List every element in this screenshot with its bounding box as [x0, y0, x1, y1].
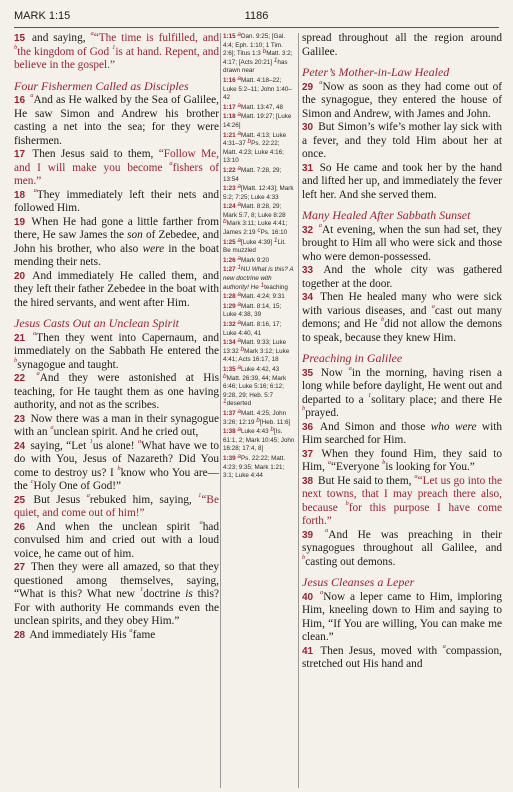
- verse-number: 39: [302, 529, 314, 541]
- verse-number: 35: [302, 367, 314, 379]
- verse-text: So He came and took her by the hand and lifted her up, and immediately the fever left her. And she served them.: [302, 161, 502, 201]
- verse-number: 28: [14, 629, 26, 641]
- verse: [302, 78, 503, 122]
- cross-reference-entry: 1:17 $^a$Matt. 13:47, 48: [223, 101, 283, 111]
- verse-text: Now $^a$in the morning, having risen a long while before daylight, He went out and departed to a $^1$solitary place; and there He $^b$prayed.: [302, 364, 502, 419]
- section-heading: Jesus Cleanses a Leper: [302, 575, 415, 589]
- verse-text: $^a$And as He walked by the Sea of Galilee, He saw Simon and Andrew his brother casting a net into the sea; for they were fishermen.: [14, 92, 219, 147]
- section-heading: Many Healed After Sabbath Sunset: [302, 208, 471, 222]
- verse-number: 40: [302, 591, 314, 603]
- section-heading: Jesus Casts Out an Unclean Spirit: [14, 316, 179, 330]
- verse-number: 17: [14, 149, 26, 160]
- verse: [14, 329, 219, 373]
- verse-number: 15: [14, 33, 26, 44]
- cross-reference-entry: 1:25 $^a$[Luke 4:39] $^1$Lit. Be muzzled: [223, 236, 286, 255]
- verse: [14, 437, 219, 494]
- verse-text: When He had gone a little farther from there, He saw James the son of Zebedee, and John his brother, who also were in the boat mending their nets.: [14, 215, 220, 268]
- verse-number: 31: [302, 162, 314, 174]
- verse-text: $^a$And they were astonished at His teaching, for He taught them as one having authority, and not as the scribes.: [14, 370, 219, 411]
- verse-number: 27: [14, 562, 26, 573]
- verse-number: 38: [302, 475, 314, 487]
- verse-number: 21: [14, 332, 26, 344]
- left-text-column: [14, 32, 219, 642]
- cross-reference-entry: 1:27 $^1$NU What is this? A new doctrine with authority! He $^1$teaching: [223, 264, 294, 291]
- verse-number: 26: [14, 521, 26, 533]
- page-header: [14, 10, 499, 26]
- verse-text: But Jesus $^a$rebuked him, saying, $^1$“Be quiet, and come out of him!”: [14, 491, 219, 519]
- verse-number: 29: [302, 81, 314, 93]
- verse-text: and saying, $^a$“The time is fulfilled, and $^b$the kingdom of God $^1$is at hand. Repent, and believe in the gospel.”: [14, 30, 220, 71]
- verse-number: 23: [14, 413, 26, 425]
- verse-text: Now there was a man in their synagogue with an $^a$unclean spirit. And he cried out,: [14, 412, 219, 438]
- verse-number: 25: [14, 494, 26, 506]
- cross-reference-entry: 1:18 $^a$Matt. 19:27; [Luke 14:26]: [223, 111, 292, 129]
- verse: [14, 372, 219, 413]
- verse-text: $^a$They immediately left their nets and followed Him.: [14, 186, 219, 214]
- verse: [14, 32, 219, 73]
- page-number: 1186: [244, 10, 269, 22]
- right-text-column: [302, 32, 502, 672]
- verse: [14, 491, 219, 521]
- verse: [14, 561, 219, 629]
- cross-reference-entry: 1:26 $^a$Mark 9:20: [223, 254, 269, 264]
- verse-text: $^a$Then they went into Capernaum, and immediately on the Sabbath He entered the $^b$synagogue and taught.: [14, 329, 219, 371]
- verse: [302, 588, 502, 645]
- cross-reference-entry: 1:35 $^a$Luke 4:42, 43 $^b$Matt. 26:39, 44; Mark 6:46; Luke 5:16; 6:12; 9:28, 29; Heb. 5:7 $^1$deserted: [223, 363, 287, 408]
- verse-text: Then Jesus, moved with $^a$compassion, stretched out His hand and: [302, 642, 502, 670]
- verse-number: 33: [302, 265, 314, 276]
- verse-text: saying, “Let $^1$us alone! $^a$What have we to do with You, Jesus of Nazareth? Did You come to destroy us? I $^b$know who You are—the $^c$Holy One of God!”: [14, 437, 219, 492]
- verse: [14, 518, 219, 562]
- cross-reference-entry: 1:38 $^a$Luke 4:43 $^b$[Is. 61:1, 2; Mark 10:45; John 16:28; 17:4, 8]: [223, 426, 295, 453]
- verse-text: And Simon and those who were with Him searched for Him.: [302, 420, 502, 446]
- cross-reference-entry: 1:15 $^a$Dan. 9:25; [Gal. 4:4; Eph. 1:10; 1 Tim. 2:6]; Titus 1:3 $^b$Matt. 3:2; 4:17; [Acts 20:21] $^1$has drawn near: [223, 31, 293, 75]
- verse: [302, 221, 503, 265]
- verse-number: 37: [302, 448, 314, 460]
- section-heading: Four Fishermen Called as Disciples: [14, 78, 189, 93]
- verse: [302, 364, 502, 421]
- verse: [302, 448, 502, 475]
- verse-text: Then they were all amazed, so that they questioned among themselves, saying, “What is this? What new $^1$doctrine is this? For with authority He commands even the unclean spirits, and they obey Him.”: [14, 561, 220, 627]
- verse-text: Then Jesus said to them, “Follow Me, and I will make you become $^a$fishers of men.”: [14, 148, 219, 187]
- verse: [14, 626, 219, 643]
- verse-number: 20: [14, 270, 26, 282]
- cross-reference-entry: 1:29 $^a$Matt. 8:14, 15; Luke 4:38, 39: [223, 300, 282, 319]
- cross-reference-entry: 1:22 $^a$Matt. 7:28, 29; 13:54: [223, 164, 282, 183]
- verse-number: 36: [302, 421, 314, 433]
- verse: [14, 270, 219, 311]
- cross-reference-entry: 1:23 $^a$[Matt. 12:43]; Mark 5:2; 7:25; Luke 4:33: [223, 183, 294, 201]
- verse: [302, 472, 502, 529]
- cross-reference-entry: 1:28 $^a$Matt. 4:24; 9:31: [223, 291, 285, 301]
- cross-reference-entry: 1:21 $^a$Matt. 4:13; Luke 4:31–37 $^b$Ps. 22:22; Matt. 4:23; Luke 4:16; 13:10: [223, 129, 287, 165]
- section-heading: Preaching in Galilee: [302, 351, 403, 365]
- verse-text: $^a$Now as soon as they had come out of the synagogue, they entered the house of Simon and Andrew, with James and John.: [302, 78, 503, 120]
- verse-text: And immediately He called them, and they left their father Zebedee in the boat with the hired servants, and went after Him.: [14, 269, 219, 309]
- verse-number: 24: [14, 440, 26, 452]
- chapter-reference: MARK 1:15: [14, 10, 71, 22]
- verse-text: $^a$Now a leper came to Him, imploring Him, kneeling down to Him and saying to Him, “If You are willing, You can make me clean.”: [302, 588, 502, 643]
- verse-text: But Simon’s wife’s mother lay sick with a fever, and they told Him about her at once.: [302, 121, 503, 160]
- cross-reference-entry: 1:39 $^a$Ps. 22:22; Matt. 4:23; 9:35; Mark 1:21; 3:1; Luke 4:44: [223, 452, 286, 480]
- verse: [302, 121, 502, 162]
- cross-reference-entry: 1:34 $^a$Matt. 9:33; Luke 13:32 $^b$Mark 3:12; Luke 4:41; Acts 16:17, 18: [223, 337, 290, 364]
- verse-text: When they found Him, they said to Him, $^a$“Everyone $^b$is looking for You.”: [302, 447, 502, 473]
- verse-text: $^a$At evening, when the sun had set, they brought to Him all who were sick and those who were demon-possessed.: [302, 221, 503, 263]
- verse: [14, 216, 219, 270]
- verse: [14, 413, 219, 440]
- verse-number: 34: [302, 292, 314, 303]
- verse-number: 30: [302, 122, 314, 133]
- verse: [302, 264, 502, 291]
- verse: [302, 421, 502, 448]
- column-divider-right: [298, 33, 299, 788]
- verse-number: 32: [302, 224, 314, 236]
- verse: [302, 642, 502, 672]
- column-divider-left: [220, 33, 221, 788]
- verse-text: And when the unclean spirit $^a$had convulsed him and cried out with a loud voice, he came out of him.: [14, 518, 219, 560]
- verse-text: spread throughout all the region around Galilee.: [302, 32, 502, 58]
- verse-text: And immediately His $^a$fame: [29, 626, 156, 641]
- verse: [302, 291, 502, 345]
- cross-reference-entry: 1:24 $^a$Matt. 8:28, 29; Mark 5:7, 8; Luke 8:28 $^b$Mark 3:11; Luke 4:41; James 2:19 $^c$Ps. 16:10: [223, 201, 288, 237]
- verse-text: And the whole city was gathered together at the door.: [302, 264, 502, 290]
- cross-reference-column: [223, 33, 295, 482]
- verse-continuation: [302, 32, 502, 59]
- verse: [14, 94, 219, 148]
- verse: [302, 526, 503, 570]
- verse: [14, 186, 219, 216]
- verse-text: But He said to them, $^a$“Let us go into the next towns, that I may preach there also, because $^b$for this purpose I have come forth.”: [302, 472, 502, 527]
- verse-text: Then He healed many who were sick with various diseases, and $^a$cast out many demons; and He $^b$did not allow the demons to speak, because they knew Him.: [302, 291, 502, 344]
- cross-reference-entry: 1:32 $^a$Matt. 8:16, 17; Luke 4:40, 41: [223, 319, 282, 337]
- verse-number: 41: [302, 645, 314, 657]
- verse-number: 16: [14, 95, 26, 106]
- verse-number: 22: [14, 373, 26, 384]
- header-rule: [14, 27, 499, 28]
- verse-number: 18: [14, 189, 26, 201]
- verse-text: $^a$And He was preaching in their synagogues throughout all Galilee, and $^b$casting out demons.: [302, 526, 503, 568]
- verse: [302, 162, 502, 203]
- section-heading: Peter’s Mother-in-Law Healed: [302, 65, 450, 79]
- cross-reference-entry: 1:37 $^a$Matt. 4:25; John 3:26; 12:19 $^b$[Heb. 11:6]: [223, 407, 291, 426]
- verse: [14, 148, 219, 189]
- verse-number: 19: [14, 216, 26, 228]
- cross-reference-entry: 1:16 $^a$Matt. 4:18–22; Luke 5:2–11; John 1:40–42: [223, 74, 292, 102]
